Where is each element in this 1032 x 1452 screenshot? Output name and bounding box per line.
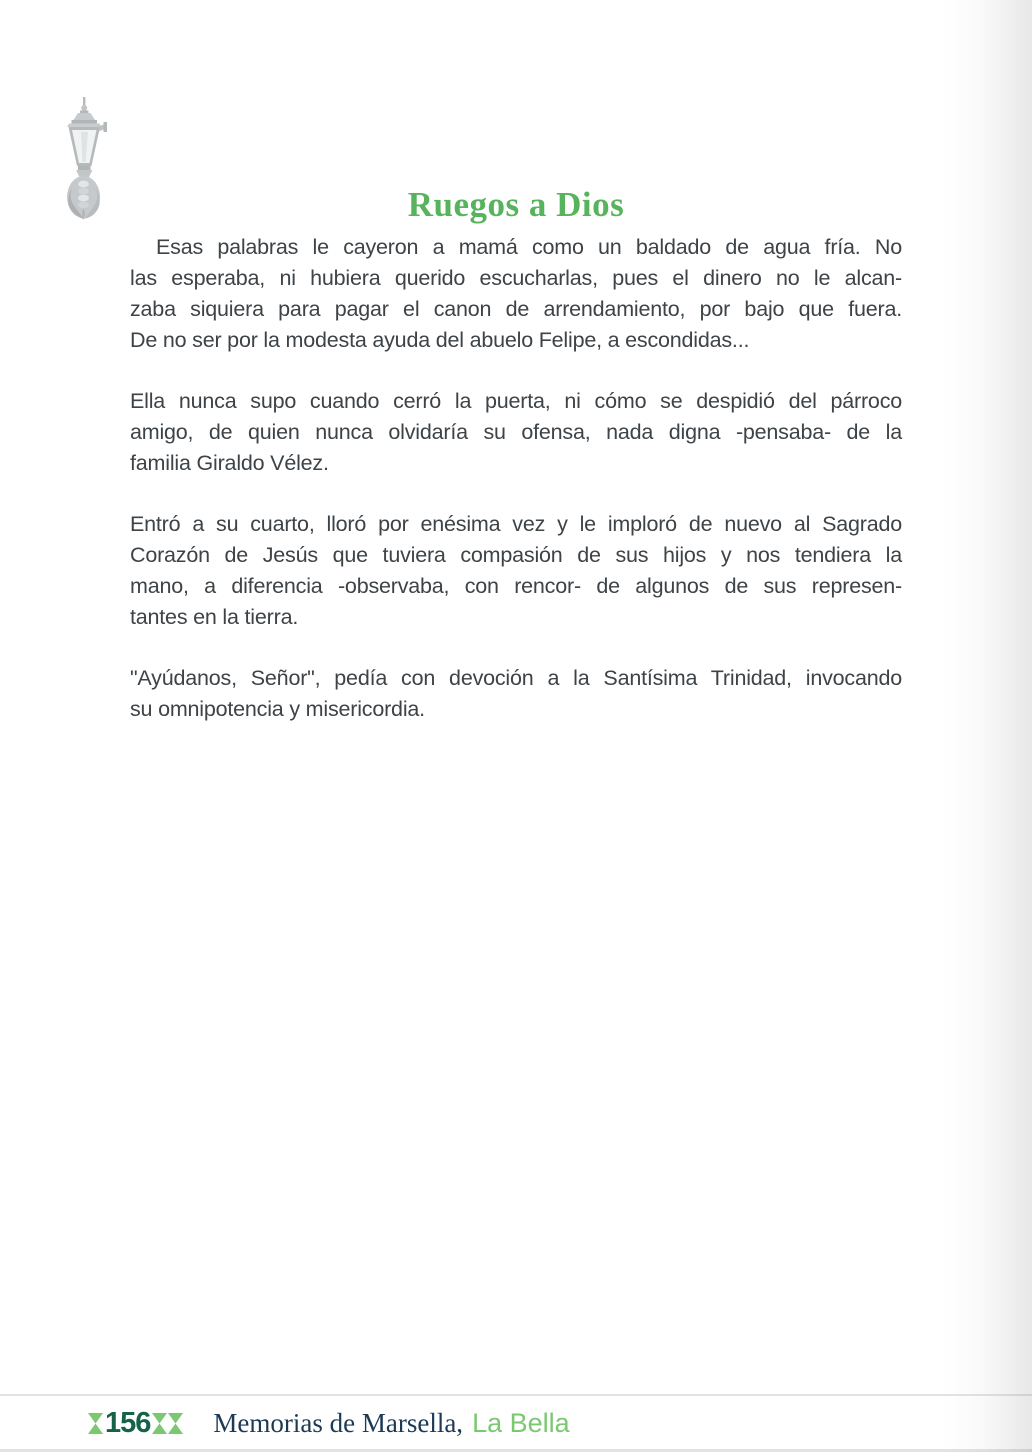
- chapter-title: Ruegos a Dios: [407, 185, 625, 225]
- hourglass-ornament-icon: [168, 1413, 183, 1434]
- text-line: las esperaba, ni hubiera querido escucharlas, pues el dinero no le alcan-: [130, 266, 902, 290]
- hourglass-ornament-icon: [152, 1413, 167, 1434]
- paragraph: [130, 232, 902, 356]
- page-edge-shadow: [942, 0, 1032, 1452]
- text-line: mano, a diferencia -observaba, con rencor- de algunos de sus represen-: [130, 574, 902, 598]
- text-line: amigo, de quien nunca olvidaría su ofensa, nada digna -pensaba- de la: [130, 420, 902, 444]
- paragraph: [130, 509, 902, 633]
- text-line: zaba siquiera para pagar el canon de arrendamiento, por bajo que fuera.: [130, 297, 902, 321]
- text-line: Corazón de Jesús que tuviera compasión de sus hijos y nos tendiera la: [130, 543, 902, 567]
- text-line: Entró a su cuarto, lloró por enésima vez y le imploró de nuevo al Sagrado: [130, 512, 902, 536]
- text-line: Esas palabras le cayeron a mamá como un baldado de agua fría. No: [156, 235, 902, 259]
- text-line: familia Giraldo Vélez.: [130, 451, 329, 475]
- text-line: su omnipotencia y misericordia.: [130, 697, 425, 721]
- book-title: Memorias de Marsella,: [213, 1407, 464, 1438]
- wall-lantern-image: [59, 96, 109, 222]
- page-number: 156: [105, 1406, 151, 1439]
- hourglass-ornament-icon: [88, 1413, 103, 1434]
- body-paragraphs: [130, 232, 902, 755]
- text-line: Ella nunca supo cuando cerró la puerta, ni cómo se despidió del párroco: [130, 389, 902, 413]
- footer-divider: [0, 1394, 1032, 1396]
- text-line: De no ser por la modesta ayuda del abuelo Felipe, a escondidas...: [130, 328, 750, 352]
- book-subtitle: La Bella: [472, 1407, 570, 1438]
- wall-lantern-icon: [59, 96, 109, 222]
- text-line: tantes en la tierra.: [130, 605, 299, 629]
- paragraph: [130, 663, 902, 725]
- page-footer: [88, 1400, 570, 1446]
- page-number-group: [88, 1407, 183, 1440]
- paragraph: [130, 386, 902, 479]
- text-line: "Ayúdanos, Señor", pedía con devoción a la Santísima Trinidad, invocando: [130, 666, 902, 690]
